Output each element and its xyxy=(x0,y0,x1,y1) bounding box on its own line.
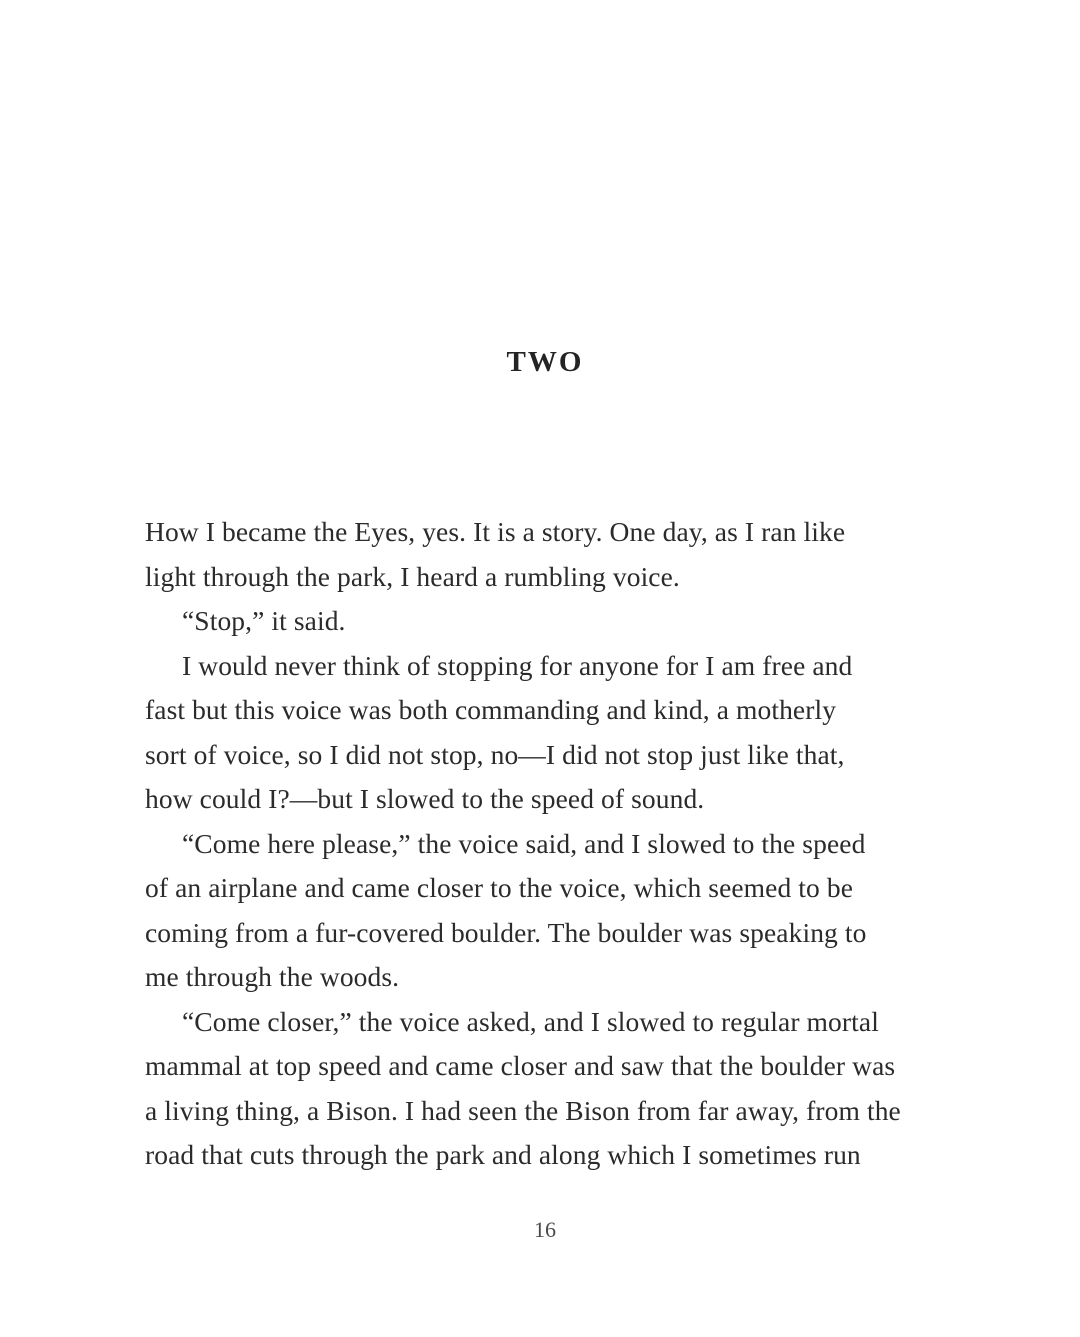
text-line: mammal at top speed and came closer and saw that the boulder was xyxy=(145,1050,896,1081)
text-line: coming from a fur-covered boulder. The boulder was speaking to xyxy=(145,916,867,948)
body-text-block xyxy=(145,510,945,1178)
text-line: sort of voice, so I did not stop, no—I did not stop just like that, xyxy=(145,738,845,770)
text-line: light through the park, I heard a rumbling voice. xyxy=(145,560,680,592)
text-line: “Come closer,” the voice asked, and I slowed to regular mortal xyxy=(182,1005,879,1037)
page-number: 16 xyxy=(534,1217,556,1242)
text-line: “Stop,” it said. xyxy=(182,605,346,636)
text-line: road that cuts through the park and along which I sometimes run xyxy=(145,1139,861,1170)
text-line: fast but this voice was both commanding and kind, a motherly xyxy=(145,694,837,725)
text-line: of an airplane and came closer to the voice, which seemed to be xyxy=(145,872,854,903)
chapter-heading: TWO xyxy=(506,346,584,378)
text-line: I would never think of stopping for anyone for I am free and xyxy=(182,649,853,681)
text-line: a living thing, a Bison. I had seen the Bison from far away, from the xyxy=(145,1094,901,1126)
text-line: how could I?—but I slowed to the speed of sound. xyxy=(145,783,705,814)
text-line: “Come here please,” the voice said, and I slowed to the speed xyxy=(182,827,866,859)
text-line: How I became the Eyes, yes. It is a story. One day, as I ran like xyxy=(145,516,846,547)
text-line: me through the woods. xyxy=(145,961,400,992)
